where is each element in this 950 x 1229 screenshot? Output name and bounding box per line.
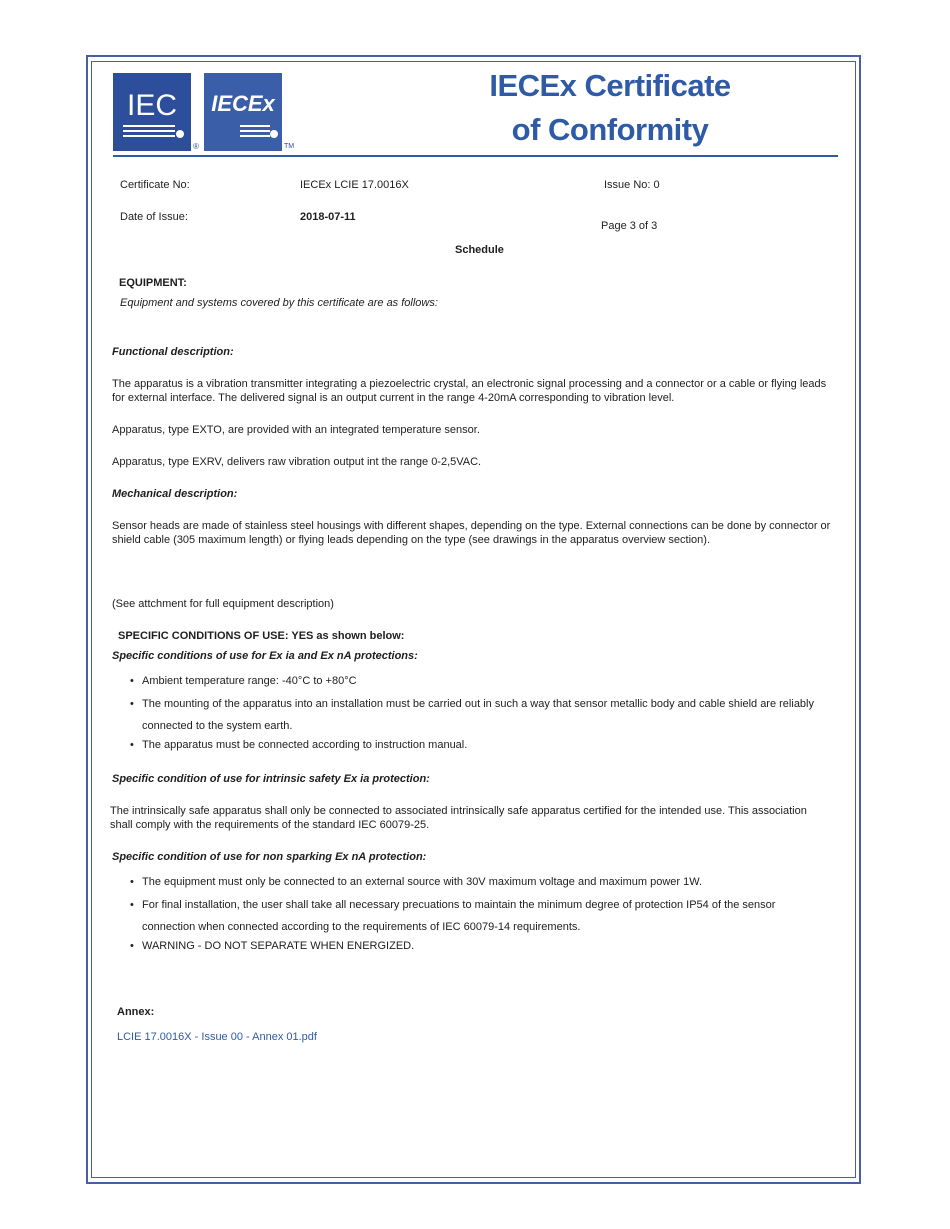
functional-description-text: The apparatus is a vibration transmitter integrating a piezoelectric crystal, an electronic signal processing and a connector or a cable or flying leads for external interface. The delivered signal is an output current in the range 4-20mA corresponding to vibration level. bbox=[112, 378, 827, 404]
iecex-logo-text: IECEx bbox=[211, 91, 275, 116]
see-attachment-note: (See attchment for full equipment description) bbox=[112, 598, 334, 610]
conditions-ia-na-list bbox=[112, 674, 827, 752]
non-sparking-list bbox=[112, 875, 827, 953]
certificate-no-value: IECEx LCIE 17.0016X bbox=[300, 179, 409, 191]
page-border-inner bbox=[91, 61, 856, 1178]
exrv-text: Apparatus, type EXRV, delivers raw vibration output int the range 0-2,5VAC. bbox=[112, 456, 482, 468]
iecex-logo bbox=[204, 73, 282, 151]
list-item: • WARNING - DO NOT SEPARATE WHEN ENERGIZED. bbox=[112, 939, 827, 953]
exto-text: Apparatus, type EXTO, are provided with an integrated temperature sensor. bbox=[112, 424, 480, 436]
title-line-1: IECEx Certificate bbox=[489, 68, 731, 103]
registered-mark: ® bbox=[193, 142, 199, 151]
mechanical-description-heading: Mechanical description: bbox=[112, 488, 238, 500]
annex-heading: Annex: bbox=[117, 1006, 155, 1018]
equipment-intro: Equipment and systems covered by this certificate are as follows: bbox=[120, 297, 438, 309]
list-item: • Ambient temperature range: -40°C to +80°C bbox=[112, 674, 827, 688]
trademark-mark: TM bbox=[284, 143, 295, 150]
annex-link[interactable]: LCIE 17.0016X - Issue 00 - Annex 01.pdf bbox=[117, 1031, 317, 1043]
certificate-no-label: Certificate No: bbox=[120, 179, 190, 191]
conditions-ia-na-heading: Specific conditions of use for Ex ia and Ex nA protections: bbox=[112, 650, 418, 662]
title-line-2: of Conformity bbox=[511, 112, 709, 147]
functional-description-heading: Functional description: bbox=[112, 346, 234, 358]
iec-logo-text: IEC bbox=[126, 89, 178, 122]
non-sparking-heading: Specific condition of use for non sparking Ex nA protection: bbox=[112, 851, 427, 863]
issue-no: Issue No: 0 bbox=[604, 179, 660, 191]
equipment-heading: EQUIPMENT: bbox=[119, 277, 187, 289]
mechanical-description-text: Sensor heads are made of stainless steel housings with different shapes, depending on the type. External connections can be done by connector or shield cable (305 maximum length) or flying leads depending on the type (see drawings in the apparatus overview section). bbox=[112, 520, 831, 546]
list-item: • The mounting of the apparatus into an installation must be carried out in such a way that sensor metallic body and cable shield are reliably connected to the system earth. bbox=[112, 693, 827, 737]
intrinsic-safety-heading: Specific condition of use for intrinsic safety Ex ia protection: bbox=[112, 773, 430, 785]
list-item: • The equipment must only be connected to an external source with 30V maximum voltage and maximum power 1W. bbox=[112, 875, 827, 889]
list-item: • For final installation, the user shall take all necessary precuations to maintain the minimum degree of protection IP54 of the sensor connection when connected according to the requirements of IEC 60079-14 requirements. bbox=[112, 894, 827, 938]
specific-conditions-heading: SPECIFIC CONDITIONS OF USE: YES as shown below: bbox=[118, 630, 405, 642]
date-of-issue-label: Date of Issue: bbox=[120, 211, 188, 223]
list-item: • The apparatus must be connected according to instruction manual. bbox=[112, 738, 827, 752]
schedule-heading: Schedule bbox=[455, 244, 504, 256]
page-number: Page 3 of 3 bbox=[601, 220, 658, 232]
iec-logo bbox=[113, 73, 199, 151]
header-divider bbox=[113, 155, 838, 157]
intrinsic-safety-text: The intrinsically safe apparatus shall only be connected to associated intrinsically safe apparatus certified for the intended use. This association shall comply with the requirements of the standard IEC 60079-25. bbox=[110, 805, 807, 831]
date-of-issue-value: 2018-07-11 bbox=[300, 211, 356, 223]
page-title bbox=[420, 64, 800, 152]
